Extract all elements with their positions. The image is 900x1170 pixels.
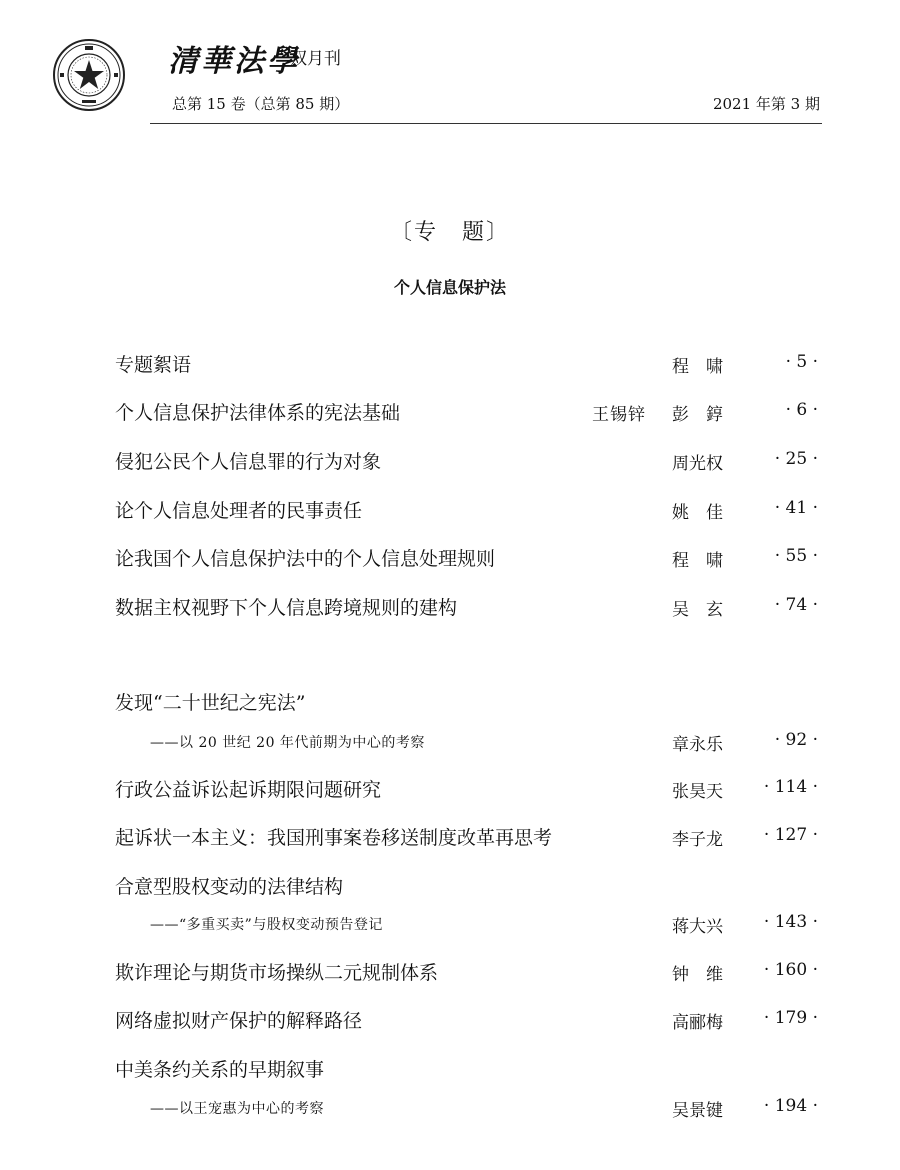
page-number: · 92 · (774, 730, 818, 750)
page-number: · 25 · (774, 449, 818, 469)
article-title: 专题絮语 (115, 354, 192, 376)
toc-entry-title-line[interactable] (0, 688, 900, 718)
publication-frequency: 双月刊 (290, 49, 341, 69)
page-number: · 114 · (763, 777, 818, 797)
article-author: 周光权 (672, 454, 723, 474)
toc-entry[interactable] (0, 447, 900, 477)
journal-title: 清華法學 (168, 44, 300, 79)
toc-entry[interactable] (0, 775, 900, 805)
article-author: 章永乐 (672, 735, 723, 755)
article-title: 侵犯公民个人信息罪的行为对象 (115, 451, 382, 473)
page-number: · 41 · (774, 498, 818, 518)
page-number: · 55 · (774, 546, 818, 566)
article-author: 程 啸 (672, 357, 723, 377)
article-title: 起诉状一本主义：我国刑事案卷移送制度改革再思考 (115, 827, 553, 849)
article-title: 发现“二十世纪之宪法” (115, 692, 306, 714)
toc-entry-title-line[interactable] (0, 872, 900, 902)
toc-entry[interactable] (0, 544, 900, 574)
article-title: 欺诈理论与期货市场操纵二元规制体系 (115, 962, 439, 984)
subject-title: 个人信息保护法 (393, 278, 506, 297)
toc-entry[interactable] (0, 496, 900, 526)
article-author: 吴景键 (672, 1101, 723, 1121)
page-number: · 143 · (763, 912, 818, 932)
article-title: 中美条约关系的早期叙事 (115, 1059, 325, 1081)
article-title: 数据主权视野下个人信息跨境规则的建构 (115, 597, 458, 619)
article-title: 论我国个人信息保护法中的个人信息处理规则 (115, 548, 496, 570)
page-number: · 6 · (785, 400, 818, 420)
section-title: 〔专 题〕 (389, 220, 510, 245)
article-author: 彭 錞 (672, 405, 723, 425)
article-author: 钟 维 (672, 965, 723, 985)
journal-header (0, 0, 900, 130)
volume-info: 总第 15 卷（总第 85 期） (172, 95, 350, 113)
article-title: 行政公益诉讼起诉期限问题研究 (115, 779, 382, 801)
article-author: 姚 佳 (672, 503, 723, 523)
issue-info: 2021 年第 3 期 (712, 95, 820, 113)
page-number: · 5 · (785, 352, 818, 372)
page-number: · 160 · (763, 960, 818, 980)
page-number: · 74 · (774, 595, 818, 615)
article-author: 张昊天 (672, 782, 723, 802)
article-title: 网络虚拟财产保护的解释路径 (115, 1010, 363, 1032)
toc-entry[interactable] (0, 1006, 900, 1036)
article-author: 吴 玄 (672, 600, 723, 620)
tsinghua-seal-logo (52, 38, 126, 112)
page-number: · 179 · (763, 1008, 818, 1028)
article-subtitle: ——“多重买卖”与股权变动预告登记 (150, 917, 383, 933)
article-title: 合意型股权变动的法律结构 (115, 876, 344, 898)
article-title: 论个人信息处理者的民事责任 (115, 500, 363, 522)
header-divider (150, 123, 822, 124)
toc-entry-subtitle-line[interactable] (0, 1094, 900, 1124)
page-number: · 127 · (763, 825, 818, 845)
toc-entry-subtitle-line[interactable] (0, 910, 900, 940)
toc-entry[interactable] (0, 823, 900, 853)
article-subtitle: ——以王宠惠为中心的考察 (150, 1101, 324, 1117)
toc-entry[interactable] (0, 398, 900, 428)
article-subtitle: ——以 20 世纪 20 年代前期为中心的考察 (150, 735, 425, 751)
article-title: 个人信息保护法律体系的宪法基础 (115, 402, 401, 424)
toc-entry[interactable] (0, 350, 900, 380)
article-author: 蒋大兴 (672, 917, 723, 937)
toc-entry[interactable] (0, 958, 900, 988)
toc-entry[interactable] (0, 593, 900, 623)
toc-entry-subtitle-line[interactable] (0, 728, 900, 758)
article-coauthor: 王锡锌 (592, 405, 646, 425)
article-author: 李子龙 (672, 830, 723, 850)
article-author: 程 啸 (672, 551, 723, 571)
toc-entry-title-line[interactable] (0, 1055, 900, 1085)
article-author: 高郦梅 (672, 1013, 723, 1033)
page-number: · 194 · (763, 1096, 818, 1116)
